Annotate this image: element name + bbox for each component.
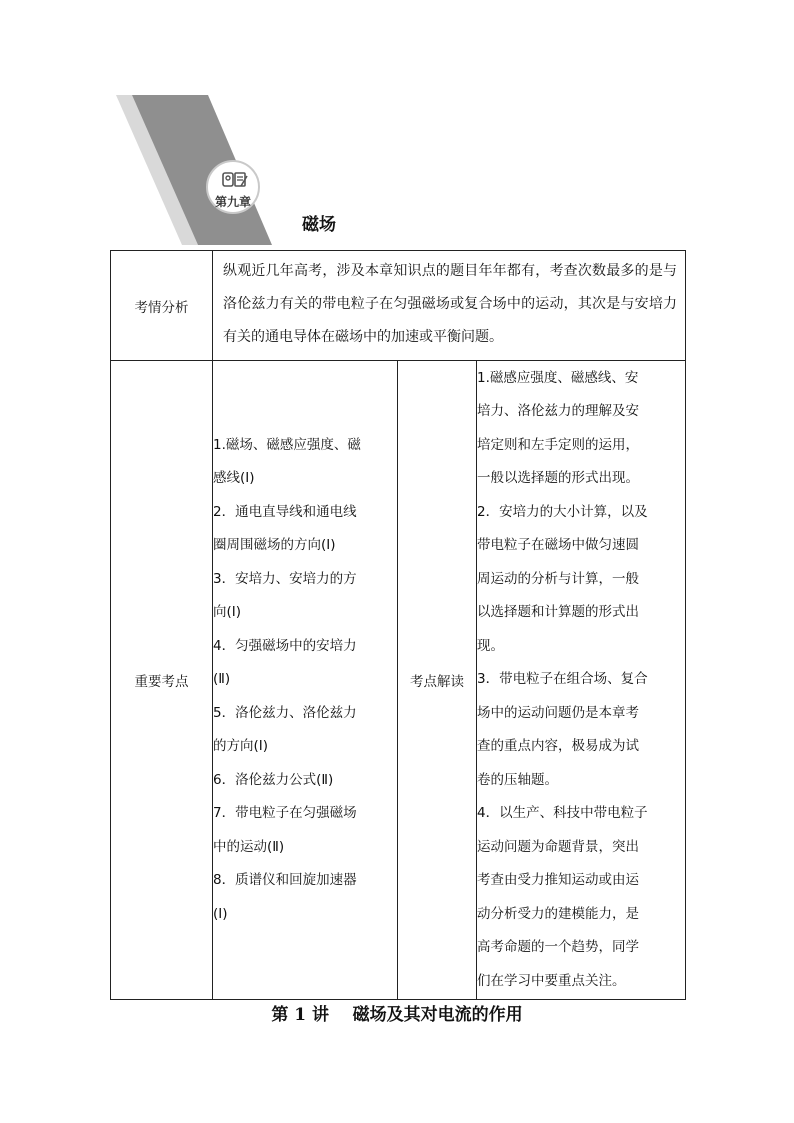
key-point-line: 8．质谱仪和回旋加速器 — [213, 872, 357, 889]
key-point-line: 1.磁场、磁感应强度、磁 — [213, 436, 361, 453]
key-point-line: 圈周围磁场的方向(Ⅰ) — [213, 537, 336, 554]
key-point-line: 6．洛伦兹力公式(Ⅱ) — [213, 771, 334, 788]
key-point-line: 感线(Ⅰ) — [213, 470, 255, 487]
analysis-row — [111, 251, 686, 361]
exam-overview-table — [110, 250, 686, 1000]
interpretation-line: 场中的运动问题仍是本章考 — [477, 704, 639, 721]
chapter-title: 磁场 — [302, 215, 336, 235]
key-point-line: 向(Ⅰ) — [213, 604, 242, 621]
lecture-number: 第 1 讲 — [271, 1005, 329, 1025]
key-point-line: (Ⅰ) — [213, 905, 228, 922]
interpretation-line: 动分析受力的建模能力，是 — [477, 905, 639, 922]
interpretation-line: 带电粒子在磁场中做匀速圆 — [477, 537, 639, 554]
interpretation-line: 1.磁感应强度、磁感线、安 — [477, 369, 639, 386]
key-points-row — [111, 361, 686, 1000]
interpretation-label: 考点解读 — [398, 361, 477, 1000]
interpretation-line: 以选择题和计算题的形式出 — [477, 604, 639, 621]
key-point-line: 7．带电粒子在匀强磁场 — [213, 805, 357, 822]
exam-notes-icon — [221, 170, 249, 190]
key-point-line: 3．安培力、安培力的方 — [213, 570, 357, 587]
interpretation-line: 培定则和左手定则的运用， — [477, 436, 639, 453]
interpretation-line: 高考命题的一个趋势，同学 — [477, 939, 639, 956]
lecture-heading — [0, 1000, 794, 1025]
key-point-line: 4．匀强磁场中的安培力 — [213, 637, 357, 654]
interpretation-line: 周运动的分析与计算，一般 — [477, 570, 639, 587]
chapter-banner — [110, 95, 310, 245]
interpretation-line: 现。 — [477, 637, 504, 654]
interpretation-line: 2．安培力的大小计算，以及 — [477, 503, 648, 520]
interpretation-line: 运动问题为命题背景，突出 — [477, 838, 639, 855]
interpretation-line: 培力、洛伦兹力的理解及安 — [477, 403, 639, 420]
key-point-line: 中的运动(Ⅱ) — [213, 838, 285, 855]
lecture-title: 磁场及其对电流的作用 — [352, 1005, 523, 1025]
interpretation-line: 3．带电粒子在组合场、复合 — [477, 671, 648, 688]
interpretation-line: 查的重点内容，极易成为试 — [477, 738, 639, 755]
key-point-line: 2．通电直导线和通电线 — [213, 503, 357, 520]
interpretation-line: 4．以生产、科技中带电粒子 — [477, 805, 648, 822]
analysis-content-cell — [213, 251, 686, 361]
interpretation-line: 考查由受力推知运动或由运 — [477, 872, 639, 889]
key-point-line: (Ⅱ) — [213, 671, 231, 688]
key-points-label: 重要考点 — [111, 361, 213, 1000]
key-point-line: 5．洛伦兹力、洛伦兹力 — [213, 704, 357, 721]
interpretation-line: 们在学习中要重点关注。 — [477, 972, 626, 989]
analysis-text: 纵观近几年高考，涉及本章知识点的题目年年都有，考查次数最多的是与洛伦兹力有关的带电粒子在匀强磁场或复合场中的运动，其次是与安培力有关的通电导体在磁场中的加速或平衡问题。 — [223, 263, 678, 345]
interpretation-content — [477, 361, 686, 1000]
chapter-badge — [206, 160, 260, 214]
chapter-badge-label: 第九章 — [214, 195, 251, 209]
interpretation-line: 卷的压轴题。 — [477, 771, 558, 788]
key-point-line: 的方向(Ⅰ) — [213, 738, 269, 755]
analysis-label: 考情分析 — [111, 251, 213, 361]
key-points-list — [213, 361, 398, 1000]
interpretation-line: 一般以选择题的形式出现。 — [477, 470, 639, 487]
